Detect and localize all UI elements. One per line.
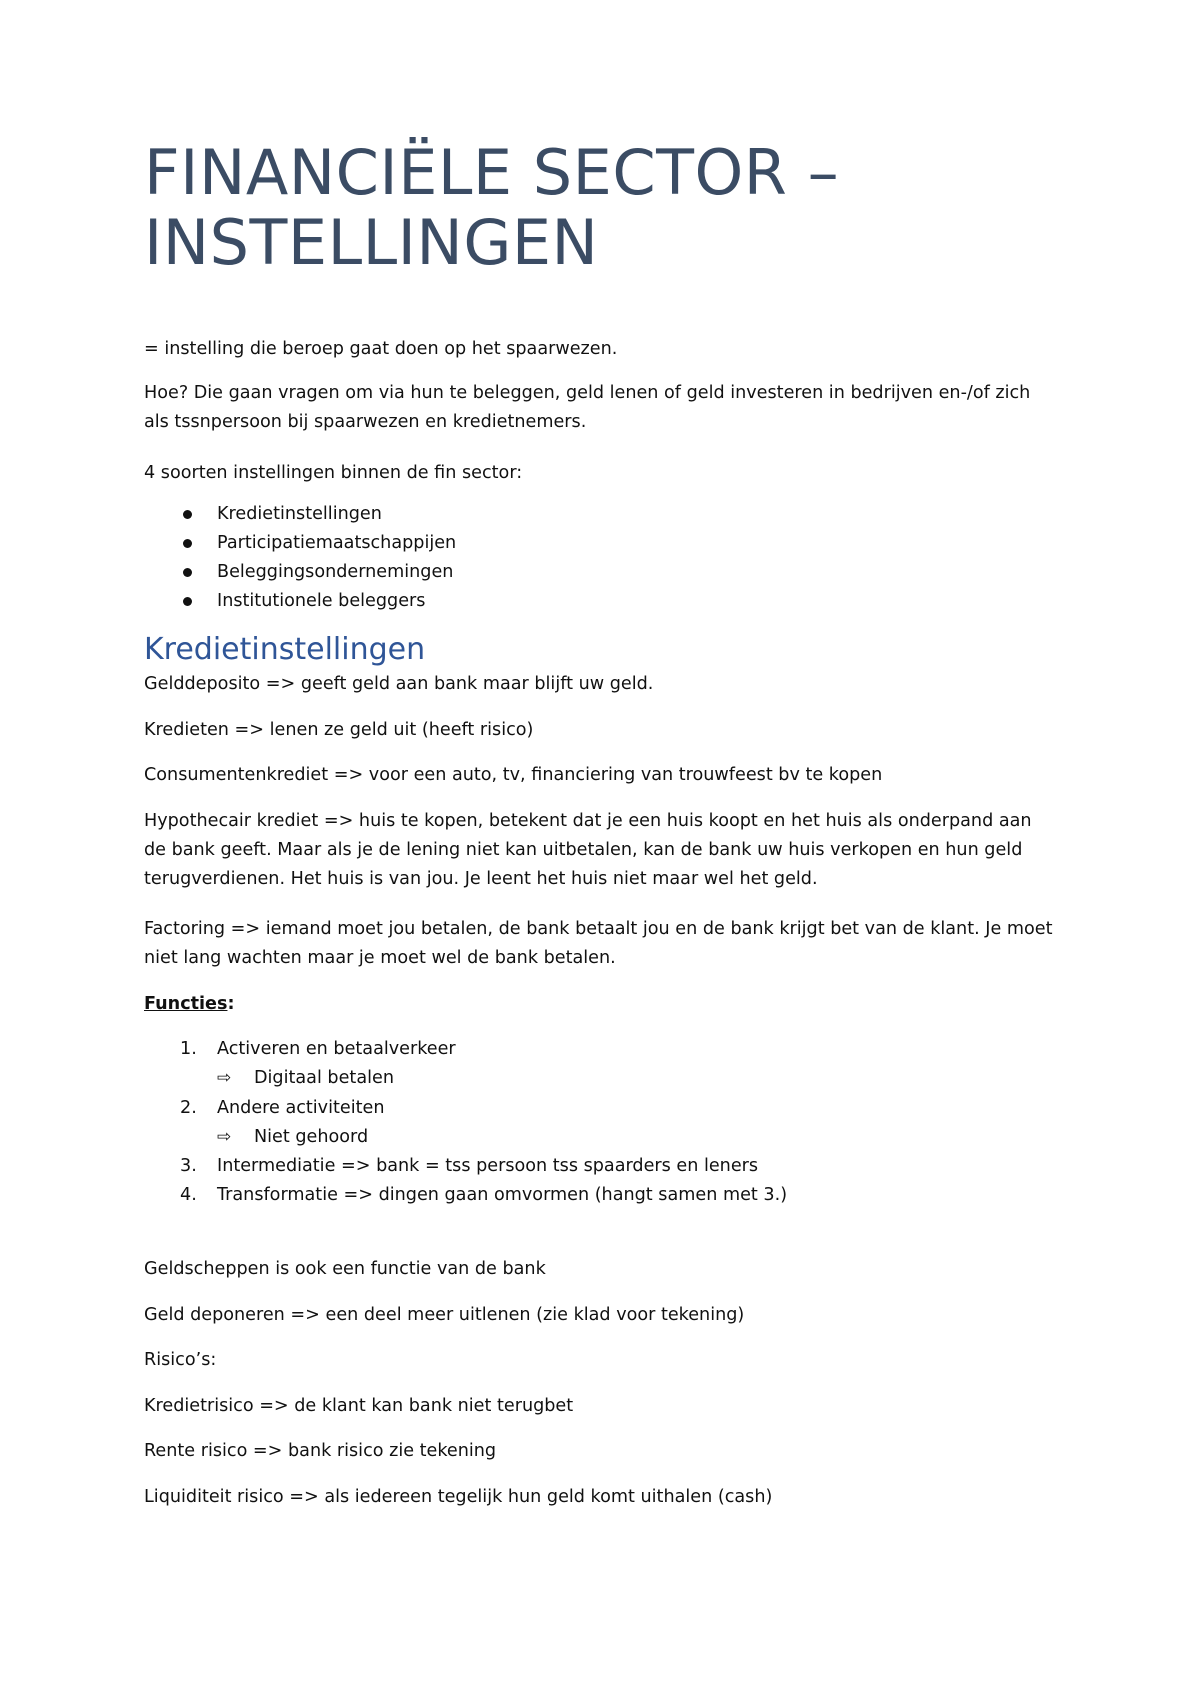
how-text-line-1: Hoe? Die gaan vragen om via hun te beleggen, geld lenen of geld investeren in bedrijven en-/of zich xyxy=(144,383,1031,403)
liquiditeit-text: Liquiditeit risico => als iedereen tegelijk hun geld komt uithalen (cash) xyxy=(144,1487,773,1507)
kredietrisico-text: Kredietrisico => de klant kan bank niet terugbet xyxy=(144,1396,574,1416)
functies-colon: : xyxy=(227,994,235,1014)
gelddeposito-text: Gelddeposito => geeft geld aan bank maar blijft uw geld. xyxy=(144,674,654,694)
hypothecair-text-line-1: Hypothecair krediet => huis te kopen, betekent dat je een huis koopt en het huis als onderpand aan xyxy=(144,811,1032,831)
arrow-right-icon: ⇨ xyxy=(217,1127,232,1147)
list-item: Kredietinstellingen xyxy=(217,504,382,524)
list-item: Intermediatie => bank = tss persoon tss spaarders en leners xyxy=(217,1156,759,1176)
list-item: Participatiemaatschappijen xyxy=(217,533,457,553)
list-item: Institutionele beleggers xyxy=(217,591,426,611)
bullet-dot-icon xyxy=(183,510,192,519)
bullet-dot-icon xyxy=(183,539,192,548)
list-number: 3. xyxy=(180,1156,197,1176)
functies-label: Functies xyxy=(144,994,228,1014)
factoring-text-line-2: niet lang wachten maar je moet wel de bank betalen. xyxy=(144,948,616,968)
list-item: Andere activiteiten xyxy=(217,1098,385,1118)
page-title: FINANCIËLE SECTOR – INSTELLINGEN xyxy=(144,136,840,279)
list-item: Activeren en betaalverkeer xyxy=(217,1039,456,1059)
factoring-text-line-1: Factoring => iemand moet jou betalen, de bank betaalt jou en de bank krijgt bet van de klant. Je moet xyxy=(144,919,1053,939)
hypothecair-text-line-3: terugverdienen. Het huis is van jou. Je leent het huis niet maar wel het geld. xyxy=(144,869,818,889)
types-intro-text: 4 soorten instellingen binnen de fin sector: xyxy=(144,463,523,483)
deponeren-text: Geld deponeren => een deel meer uitlenen (zie klad voor tekening) xyxy=(144,1305,745,1325)
arrow-right-icon: ⇨ xyxy=(217,1068,232,1088)
consumentenkrediet-text: Consumentenkrediet => voor een auto, tv, financiering van trouwfeest bv te kopen xyxy=(144,765,883,785)
kredieten-text: Kredieten => lenen ze geld uit (heeft risico) xyxy=(144,720,534,740)
list-item: Beleggingsondernemingen xyxy=(217,562,454,582)
list-subitem: Niet gehoord xyxy=(254,1127,369,1147)
definition-text: = instelling die beroep gaat doen op het spaarwezen. xyxy=(144,339,618,359)
section-heading: Kredietinstellingen xyxy=(144,632,426,667)
list-subitem: Digitaal betalen xyxy=(254,1068,394,1088)
list-item: Transformatie => dingen gaan omvormen (hangt samen met 3.) xyxy=(217,1185,788,1205)
bullet-dot-icon xyxy=(183,568,192,577)
renterisico-text: Rente risico => bank risico zie tekening xyxy=(144,1441,497,1461)
geldscheppen-text: Geldscheppen is ook een functie van de bank xyxy=(144,1259,546,1279)
functies-heading xyxy=(144,990,1084,1019)
list-number: 2. xyxy=(180,1098,197,1118)
list-number: 1. xyxy=(180,1039,197,1059)
list-number: 4. xyxy=(180,1185,197,1205)
how-text-line-2: als tssnpersoon bij spaarwezen en kredietnemers. xyxy=(144,412,587,432)
bullet-dot-icon xyxy=(183,597,192,606)
hypothecair-text-line-2: de bank geeft. Maar als je de lening niet kan uitbetalen, kan de bank uw huis verkopen en hun geld xyxy=(144,840,1023,860)
risicos-label: Risico’s: xyxy=(144,1350,217,1370)
